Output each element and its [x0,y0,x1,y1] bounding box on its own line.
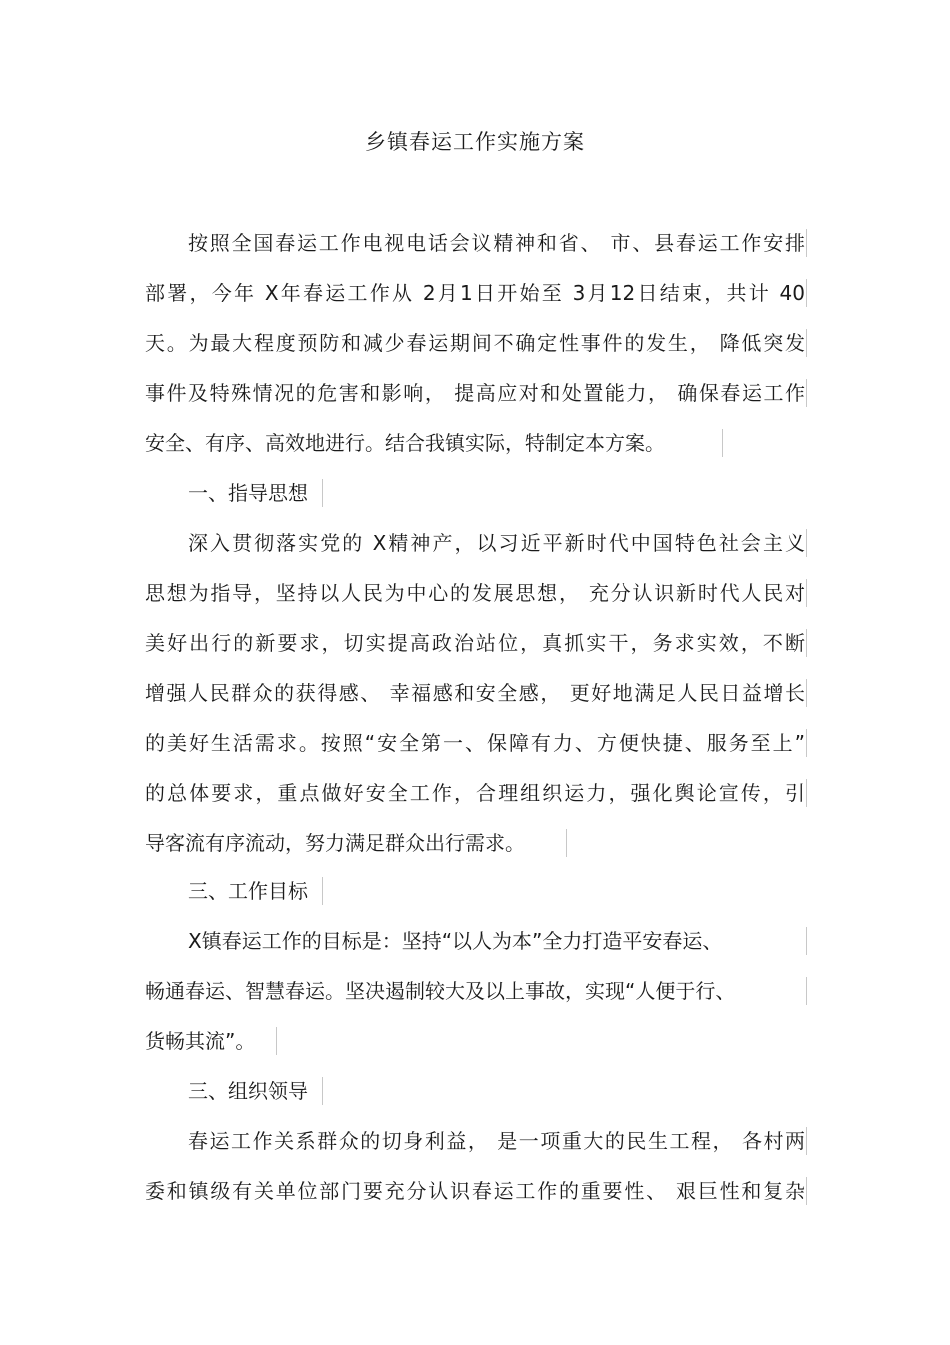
paragraph-line: 天。为最大程度预防和减少春运期间不确定性事件的发生， 降低突发 [145,331,805,355]
line-margin-mark [806,927,807,955]
line-margin-mark [806,529,807,557]
line-margin-mark [806,579,807,607]
line-margin-mark [322,877,323,905]
section-heading: 三、工作目标 [188,879,308,903]
paragraph-line: 部署，今年 X年春运工作从 2月1日开始至 3月12日结束，共计 40 [145,281,805,305]
paragraph-line: X镇春运工作的目标是：坚持“以人为本”全力打造平安春运、 [188,929,723,953]
paragraph-line: 思想为指导，坚持以人民为中心的发展思想， 充分认识新时代人民对 [145,581,805,605]
line-margin-mark [806,1177,807,1205]
paragraph-line: 货畅其流”。 [145,1029,256,1053]
line-margin-mark [322,479,323,507]
line-margin-mark [806,977,807,1005]
line-margin-mark [806,1127,807,1155]
line-margin-mark [806,379,807,407]
paragraph-line: 的美好生活需求。按照“安全第一、保障有力、方便快捷、服务至上” [145,731,805,755]
line-margin-mark [806,629,807,657]
line-margin-mark [566,829,567,857]
section-heading: 三、组织领导 [188,1079,308,1103]
paragraph-line: 春运工作关系群众的切身利益， 是一项重大的民生工程， 各村两 [188,1129,805,1153]
paragraph-line: 安全、有序、高效地进行。结合我镇实际，特制定本方案。 [145,431,665,455]
line-margin-mark [806,729,807,757]
line-margin-mark [276,1027,277,1055]
paragraph-line: 委和镇级有关单位部门要充分认识春运工作的重要性、 艰巨性和复杂 [145,1179,805,1203]
line-margin-mark [806,279,807,307]
section-heading: 一、指导思想 [188,481,308,505]
paragraph-line: 按照全国春运工作电视电话会议精神和省、 市、县春运工作安排 [188,231,805,255]
paragraph-line: 的总体要求，重点做好安全工作，合理组织运力，强化舆论宣传，引 [145,781,805,805]
line-margin-mark [806,779,807,807]
paragraph-line: 美好出行的新要求，切实提高政治站位，真抓实干，务求实效，不断 [145,631,805,655]
line-margin-mark [806,329,807,357]
paragraph-line: 增强人民群众的获得感、 幸福感和安全感， 更好地满足人民日益增长 [145,681,805,705]
paragraph-line: 畅通春运、智慧春运。坚决遏制较大及以上事故，实现“人便于行、 [145,979,736,1003]
paragraph-line: 导客流有序流动，努力满足群众出行需求。 [145,831,525,855]
line-margin-mark [722,429,723,457]
line-margin-mark [806,679,807,707]
line-margin-mark [806,229,807,257]
paragraph-line: 事件及特殊情况的危害和影响， 提高应对和处置能力， 确保春运工作 [145,381,805,405]
document-title: 乡镇春运工作实施方案 [365,130,585,154]
line-margin-mark [322,1077,323,1105]
paragraph-line: 深入贯彻落实党的 X精神产，以习近平新时代中国特色社会主义 [188,531,805,555]
